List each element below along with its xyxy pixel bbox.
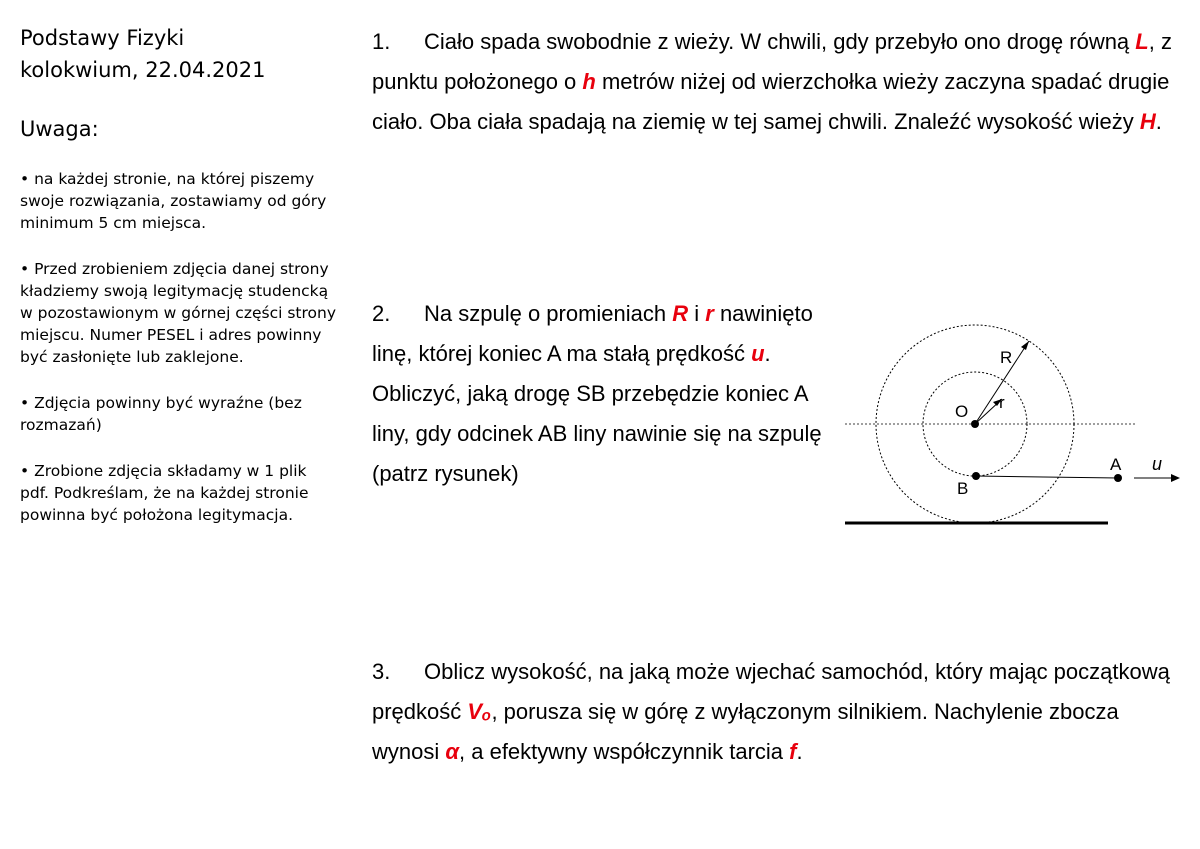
variable-u: u [751, 341, 765, 366]
problem-text: Na szpulę o promieniach [424, 301, 673, 326]
note-heading: Uwaga: [20, 117, 99, 141]
problem-text: Ciało spada swobodnie z wieży. W chwili, gdy przebyło ono drogę równą [424, 29, 1136, 54]
problem-text: i [688, 301, 706, 326]
label-r: r [999, 393, 1005, 412]
label-R: R [1000, 348, 1013, 367]
problem-text: , a efektywny współczynnik tarcia [459, 739, 790, 764]
problem-2 [372, 294, 832, 494]
instructions-column [20, 22, 340, 526]
problem-text: . [1155, 109, 1162, 134]
problem-number: 1. [372, 29, 391, 54]
variable-H: H [1139, 109, 1156, 134]
problem-text: Oblicz wysokość, na jaką może wjechać samochód, który mając początkową prędkość [372, 659, 1170, 724]
note-item: • Zdjęcia powinny być wyraźne (bez rozmazań) [20, 394, 302, 434]
problem-text: , z punktu położonego o [372, 29, 1172, 94]
problem-number: 2. [372, 301, 391, 326]
problem-text: nawinięto linę, której koniec A ma stałą prędkość [372, 301, 813, 366]
problem-1 [372, 22, 1192, 142]
spool-diagram [840, 290, 1190, 540]
exam-date: kolokwium, 22.04.2021 [20, 58, 266, 82]
problem-text: metrów niżej od wierzchołka wieży zaczyna spadać drugie ciało. Oba ciała spadają na ziemię w tej samej chwili. Znaleźć wysokość wieży [372, 69, 1170, 134]
velocity-arrowhead [1171, 474, 1180, 482]
problem-number: 3. [372, 659, 391, 684]
variable-f: f [789, 739, 797, 764]
variable-L: L [1135, 29, 1149, 54]
problem-text: . Obliczyć, jaką drogę SB przebędzie koniec A liny, gdy odcinek AB liny nawinie się na szpulę (patrz rysunek) [372, 341, 822, 486]
note-item: • Przed zrobieniem zdjęcia danej strony kładziemy swoją legitymację studencką w pozostawionym w górnej części strony miejscu. Numer PESEL i adres powinny być zasłonięte lub zaklejone. [20, 260, 336, 366]
problem-text: . [796, 739, 803, 764]
note-item: • na każdej stronie, na której piszemy swoje rozwiązania, zostawiamy od góry minimum 5 cm miejsca. [20, 170, 327, 232]
center-dot [971, 420, 979, 428]
problem-3 [372, 652, 1192, 772]
radius-R-arrowhead [1021, 341, 1029, 350]
label-u: u [1152, 454, 1163, 474]
label-A: A [1110, 455, 1122, 474]
variable-R: R [672, 301, 689, 326]
problem-text: , porusza się w górę z wyłączonym silnikiem. Nachylenie zbocza wynosi [372, 699, 1119, 764]
course-title: Podstawy Fizyki [20, 26, 185, 50]
label-O: O [955, 402, 969, 421]
note-item: • Zrobione zdjęcia składamy w 1 plik pdf. Podkreślam, że na każdej stronie powinna być położona legitymacja. [20, 462, 309, 524]
variable-h: h [582, 69, 596, 94]
rope-AB [976, 476, 1118, 478]
variable-v0: Vₒ [467, 699, 492, 724]
variable-alpha: α [445, 739, 460, 764]
variable-r: r [705, 301, 714, 326]
label-B: B [957, 479, 969, 498]
